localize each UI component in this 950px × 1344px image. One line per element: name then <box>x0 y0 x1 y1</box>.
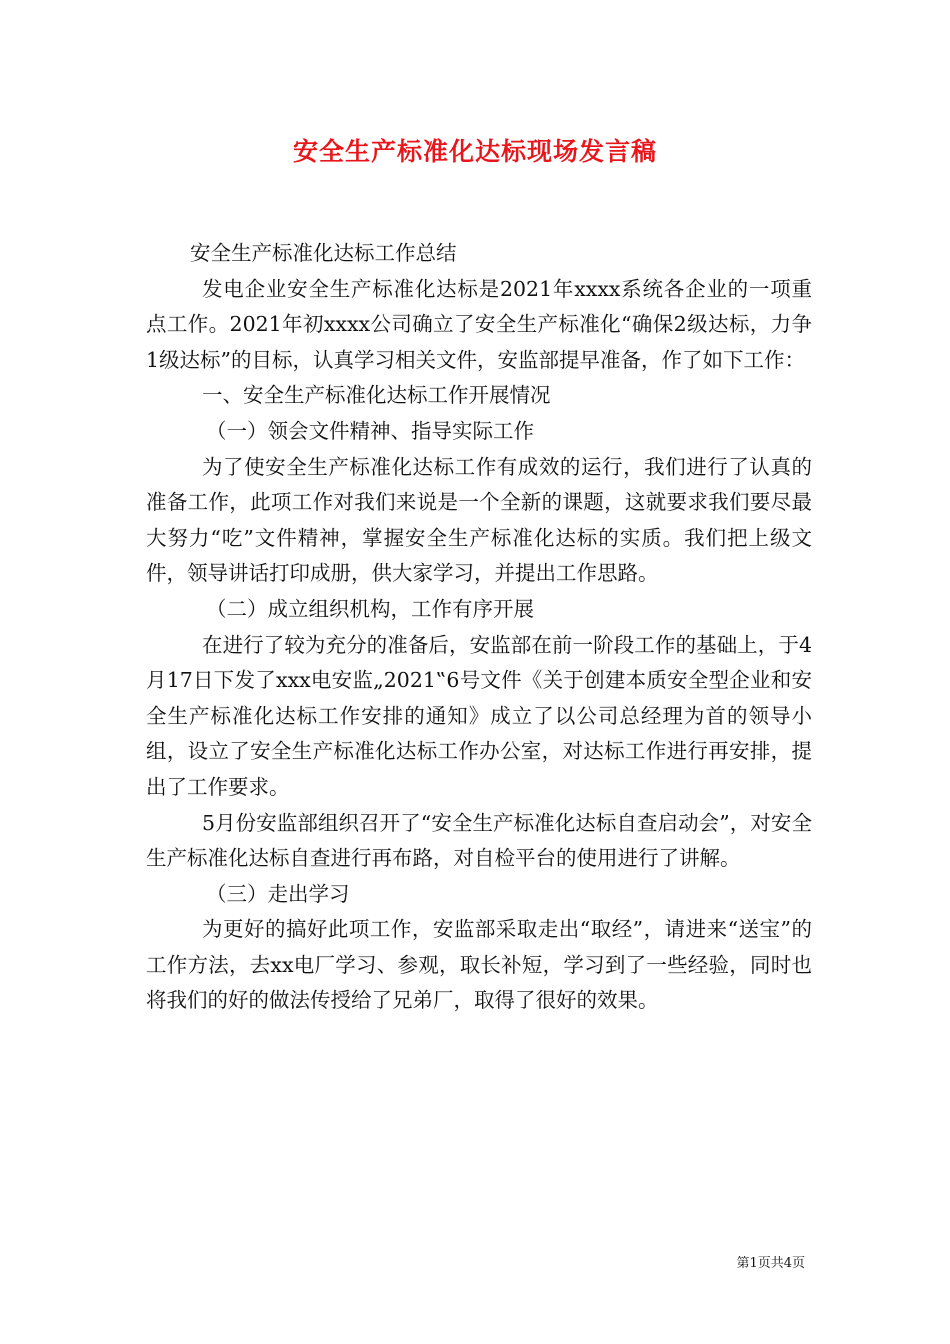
document-body <box>146 236 812 1019</box>
subtitle: 安全生产标准化达标工作总结 <box>190 241 457 265</box>
paragraph-4: 为更好的搞好此项工作，安监部采取走出“取经”，请进来“送宝”的工作方法，去xx电厂学习、参观，取长补短，学习到了一些经验，同时也将我们的好的做法传授给了兄弟厂，取得了很好的效果。 <box>146 917 812 1013</box>
subsection-heading-2: （二）成立组织机构，工作有序开展 <box>206 596 534 621</box>
page-number: 第1页共4页 <box>736 1256 805 1271</box>
paragraph-2: 在进行了较为充分的准备后，安监部在前一阶段工作的基础上，于4月17日下发了xxx电安监„2021‟6号文件《关于创建本质安全型企业和安全生产标准化达标工作安排的通知》成立了以公司总经理为首的领导小组，设立了安全生产标准化达标工作办公室，对达标工作进行再安排，提出了工作要求。 <box>146 632 812 799</box>
paragraph-3: 5月份安监部组织召开了“安全生产标准化达标自查启动会”，对安全生产标准化达标自查进行再布路，对自检平台的使用进行了讲解。 <box>146 810 812 871</box>
paragraph-1: 为了使安全生产标准化达标工作有成效的运行，我们进行了认真的准备工作，此项工作对我们来说是一个全新的课题，这就要求我们要尽最大努力“吃”文件精神，掌握安全生产标准化达标的实质。我们把上级文件，领导讲话打印成册，供大家学习，并提出工作思路。 <box>146 454 812 586</box>
subsection-heading-3: （三）走出学习 <box>206 881 350 906</box>
section-heading-1: 一、安全生产标准化达标工作开展情况 <box>202 383 551 408</box>
subsection-heading-1: （一）领会文件精神、指导实际工作 <box>206 418 534 443</box>
document-title: 安全生产标准化达标现场发言稿 <box>292 137 657 166</box>
paragraph-intro: 发电企业安全生产标准化达标是2021年xxxx系统各企业的一项重点工作。2021年初xxxx公司确立了安全生产标准化“确保2级达标，力争1级达标”的目标，认真学习相关文件，安监部提早准备，作了如下工作： <box>146 276 812 372</box>
